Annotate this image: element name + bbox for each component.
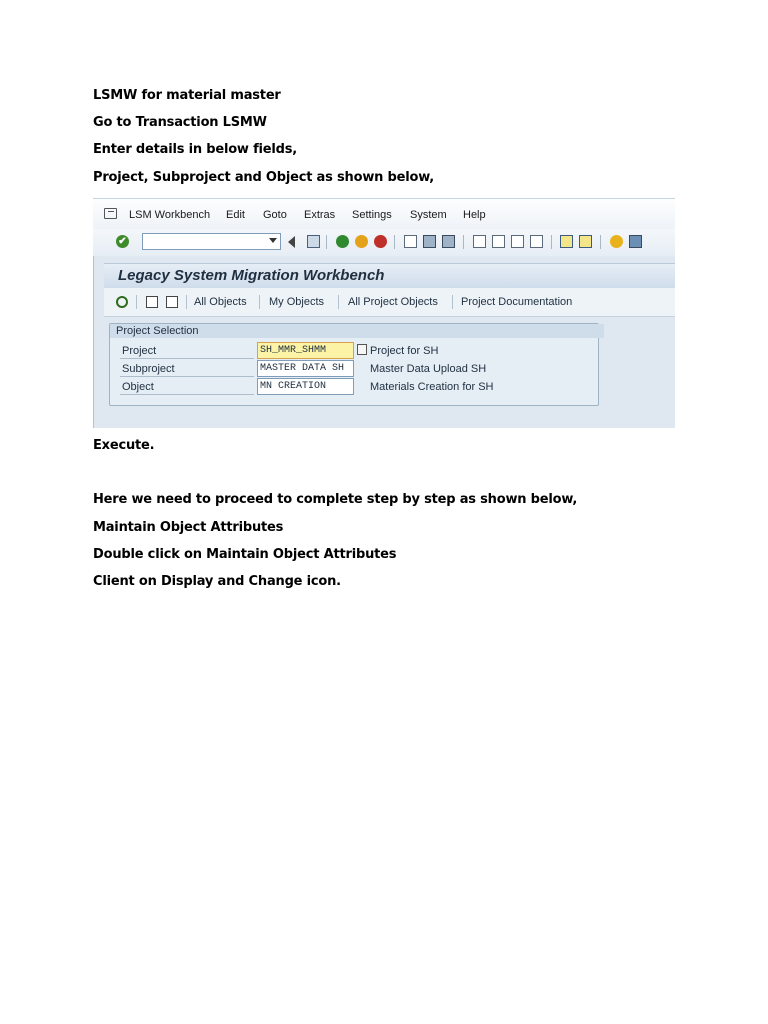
sap-menubar [93, 199, 675, 229]
doc-line-execute: Execute. [93, 438, 155, 453]
toolbar-separator [338, 295, 339, 309]
doc-line-transaction: Go to Transaction LSMW [93, 115, 267, 130]
object-label: Object [122, 381, 154, 393]
execute-icon[interactable] [116, 296, 128, 308]
menu-help[interactable]: Help [463, 209, 486, 221]
all-objects-button[interactable]: All Objects [194, 296, 247, 308]
menu-edit[interactable]: Edit [226, 209, 245, 221]
menu-goto[interactable]: Goto [263, 209, 287, 221]
help-icon[interactable] [610, 235, 623, 248]
save-icon[interactable] [307, 235, 320, 248]
find-icon[interactable] [423, 235, 436, 248]
doc-line-fields: Project, Subproject and Object as shown below, [93, 170, 434, 185]
menu-extras[interactable]: Extras [304, 209, 336, 221]
toolbar-separator [463, 235, 464, 249]
shortcut-icon[interactable] [579, 235, 592, 248]
toolbar-separator [394, 235, 395, 249]
label-underline [120, 394, 254, 395]
toolbar-separator [600, 235, 601, 249]
sap-screenshot [93, 198, 675, 428]
sap-application-toolbar [104, 288, 675, 317]
toolbar-separator [186, 295, 187, 309]
layout-menu-icon[interactable] [629, 235, 642, 248]
previous-page-icon[interactable] [492, 235, 505, 248]
menu-settings[interactable]: Settings [352, 209, 392, 221]
my-objects-button[interactable]: My Objects [269, 296, 325, 308]
sap-content-area [104, 317, 675, 428]
toolbar-separator [452, 295, 453, 309]
cancel-icon[interactable] [374, 235, 387, 248]
project-row [110, 342, 598, 360]
project-selection-group [109, 323, 599, 406]
value-help-icon[interactable] [357, 344, 367, 355]
command-field[interactable] [142, 233, 281, 250]
group-title: Project Selection [110, 324, 604, 338]
back-icon[interactable] [336, 235, 349, 248]
page-title: Legacy System Migration Workbench [118, 267, 385, 284]
project-description: Project for SH [370, 345, 439, 357]
menu-window-icon[interactable] [104, 208, 117, 219]
all-project-objects-button[interactable]: All Project Objects [348, 296, 438, 308]
exit-icon[interactable] [355, 235, 368, 248]
sap-title-bar [104, 263, 675, 288]
find-next-icon[interactable] [442, 235, 455, 248]
enter-check-icon[interactable]: ✔ [116, 235, 129, 248]
display-change-icon[interactable] [166, 296, 178, 308]
new-session-icon[interactable] [560, 235, 573, 248]
object-row [110, 378, 598, 396]
subproject-description: Master Data Upload SH [370, 363, 487, 375]
last-page-icon[interactable] [530, 235, 543, 248]
subproject-label: Subproject [122, 363, 175, 375]
menu-lsm-workbench[interactable]: LSM Workbench [129, 209, 211, 221]
project-documentation-button[interactable]: Project Documentation [461, 296, 573, 308]
object-description: Materials Creation for SH [370, 381, 494, 393]
toolbar-separator [326, 235, 327, 249]
doc-line-display-change: Client on Display and Change icon. [93, 574, 341, 589]
project-label: Project [122, 345, 157, 357]
toolbar-separator [136, 295, 137, 309]
object-input[interactable]: MN CREATION [257, 378, 354, 395]
toolbar-separator [551, 235, 552, 249]
doc-line-proceed: Here we need to proceed to complete step by step as shown below, [93, 492, 578, 507]
create-icon[interactable] [146, 296, 158, 308]
subproject-input[interactable]: MASTER DATA SH [257, 360, 354, 377]
first-page-icon[interactable] [473, 235, 486, 248]
back-triangle-icon[interactable] [288, 236, 295, 248]
print-icon[interactable] [404, 235, 417, 248]
project-input[interactable]: SH_MMR_SHMM [257, 342, 354, 359]
label-underline [120, 358, 254, 359]
sap-standard-toolbar [93, 229, 675, 256]
chevron-down-icon[interactable] [269, 238, 277, 243]
label-underline [120, 376, 254, 377]
subproject-row [110, 360, 598, 378]
toolbar-separator [259, 295, 260, 309]
doc-heading: LSMW for material master [93, 88, 281, 103]
doc-line-enter-details: Enter details in below fields, [93, 142, 298, 157]
menu-system[interactable]: System [410, 209, 447, 221]
doc-line-double-click: Double click on Maintain Object Attributes [93, 547, 397, 562]
next-page-icon[interactable] [511, 235, 524, 248]
doc-line-maintain-attributes: Maintain Object Attributes [93, 520, 284, 535]
